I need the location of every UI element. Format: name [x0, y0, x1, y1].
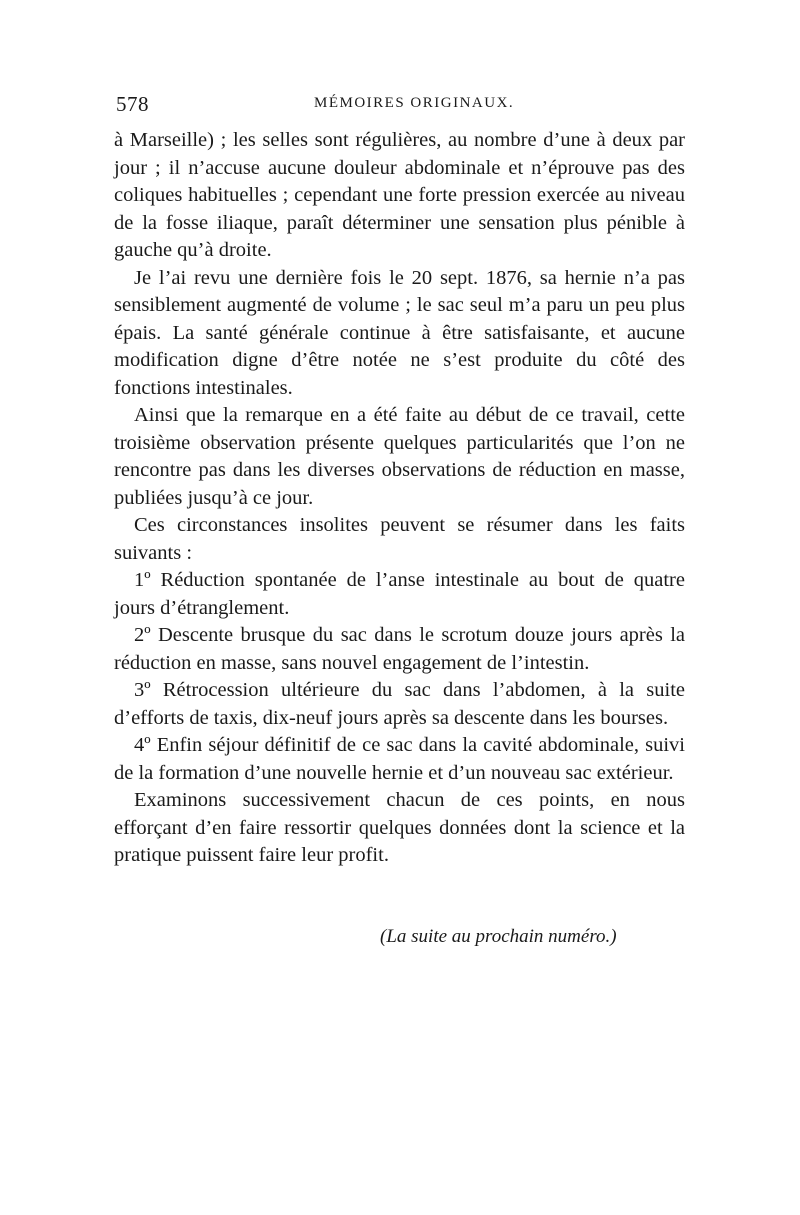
list-item-3: 3º Rétrocession ultérieure du sac dans l’abdomen, à la suite d’efforts de taxis, dix-neuf jours après sa descente dans les bourses. — [114, 679, 685, 729]
continuation-note: (La suite au prochain numéro.) — [380, 926, 617, 947]
paragraph: Ainsi que la remarque en a été faite au début de ce travail, cette troisième observation présente quelques particularités que l’on ne rencontre pas dans les diverses observations de réduction en masse, publiées jusqu’à ce jour. — [114, 404, 685, 509]
body-text — [114, 127, 685, 870]
paragraph: Ces circonstances insolites peuvent se résumer dans les faits suivants : — [114, 514, 685, 564]
paragraph-continued: à Marseille) ; les selles sont régulières, au nombre d’une à deux par jour ; il n’accuse aucune douleur abdominale et n’éprouve pas des coliques habituelles ; cependant une forte pression exercée au niveau de la fosse iliaque, paraît déterminer une sensation plus pénible à gauche qu’à droite. — [114, 129, 685, 261]
running-title: MÉMOIRES ORIGINAUX. — [314, 95, 515, 111]
running-head — [116, 92, 686, 120]
paragraph: Je l’ai revu une dernière fois le 20 sept. 1876, sa hernie n’a pas sensiblement augmenté de volume ; le sac seul m’a paru un peu plus épais. La santé générale continue à être satisfaisante, et aucune modification digne d’être notée ne s’est produite du côté des fonctions intestinales. — [114, 266, 685, 399]
list-item-1: 1º Réduction spontanée de l’anse intestinale au bout de quatre jours d’étranglement. — [114, 569, 685, 619]
list-item-4: 4º Enfin séjour définitif de ce sac dans la cavité abdominale, suivi de la formation d’une nouvelle hernie et d’un nouveau sac extérieur. — [114, 734, 685, 784]
page-number: 578 — [116, 92, 149, 116]
list-item-2: 2º Descente brusque du sac dans le scrotum douze jours après la réduction en masse, sans nouvel engagement de l’intestin. — [114, 624, 685, 674]
paragraph: Examinons successivement chacun de ces points, en nous efforçant d’en faire ressortir quelques données dont la science et la pratique puissent faire leur profit. — [114, 789, 685, 866]
